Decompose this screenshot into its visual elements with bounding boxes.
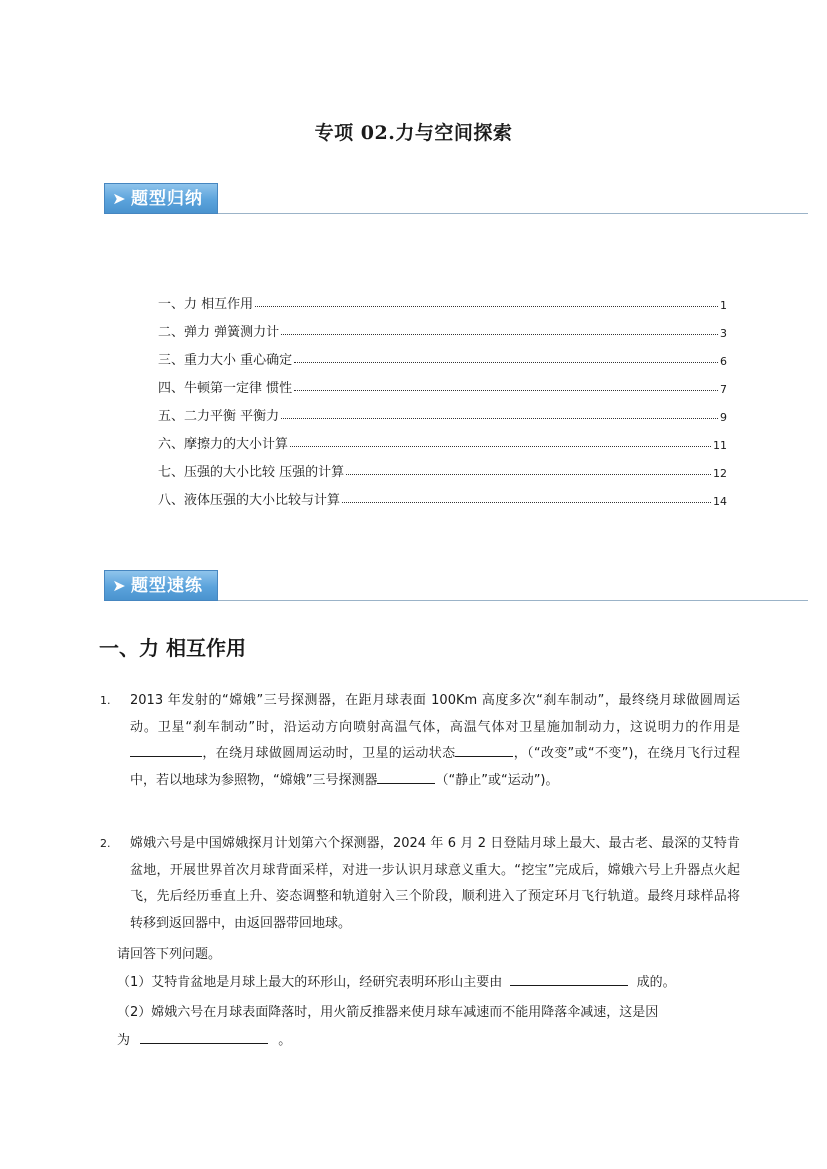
toc-item-label: 一、力 相互作用 <box>158 297 254 312</box>
toc-item-label: 六、摩擦力的大小计算 <box>158 437 289 452</box>
toc-item-label: 八、液体压强的大小比较与计算 <box>158 493 341 508</box>
sub-question-2 <box>117 1000 658 1027</box>
table-of-contents <box>158 284 727 508</box>
toc-item[interactable] <box>158 284 727 312</box>
toc-dots <box>294 389 718 391</box>
banner-box <box>104 183 218 214</box>
toc-item-page: 3 <box>720 327 727 340</box>
question-text-part: 2013 年发射的“嫦娥”三号探测器，在距月球表面 100Km 高度多次“刹车制动”，最终绕月球做圆周运动。卫星“刹车制动”时，沿运动方向喷射高温气体，高温气体对卫星施加制动力，这说明力的作用是 <box>130 693 740 735</box>
toc-item-label: 二、弹力 弹簧测力计 <box>158 325 280 340</box>
sub-question-text: 。 <box>278 1033 292 1048</box>
page-title: 专项 02.力与空间探索 <box>314 122 513 144</box>
toc-dots <box>281 417 718 419</box>
toc-item[interactable] <box>158 368 727 396</box>
section-heading: 一、力 相互作用 <box>99 636 246 660</box>
toc-dots <box>255 305 718 307</box>
question-number: 2. <box>100 837 111 850</box>
toc-dots <box>290 445 711 447</box>
toc-item-label: 五、二力平衡 平衡力 <box>158 409 280 424</box>
question-number: 1. <box>100 694 111 707</box>
question-2 <box>100 831 740 937</box>
toc-dots <box>342 501 711 503</box>
toc-item-page: 9 <box>720 411 727 424</box>
toc-dots <box>281 333 718 335</box>
answer-blank[interactable] <box>130 742 202 757</box>
banner-box <box>104 570 218 601</box>
toc-item[interactable] <box>158 480 727 508</box>
sub-question-2-cont <box>117 1028 291 1055</box>
sub-question-text: （1）艾特肯盆地是月球上最大的环形山，经研究表明环形山主要由 <box>117 975 503 990</box>
banner-rule <box>218 213 808 214</box>
banner-rule <box>218 600 808 601</box>
toc-item-label: 四、牛顿第一定律 惯性 <box>158 381 293 396</box>
banner-label: 题型速练 <box>131 576 203 596</box>
toc-item[interactable] <box>158 424 727 452</box>
arrow-icon: ➤ <box>112 576 126 595</box>
toc-dots <box>346 473 711 475</box>
toc-dots <box>294 361 718 363</box>
arrow-icon: ➤ <box>112 189 126 208</box>
answer-blank[interactable] <box>455 742 513 757</box>
toc-item-page: 6 <box>720 355 727 368</box>
toc-item-page: 11 <box>713 439 727 452</box>
question-text-part: ，在绕月球做圆周运动时，卫星的运动状态 <box>202 746 456 761</box>
sub-question-text: （2）嫦娥六号在月球表面降落时，用火箭反推器来使月球车减速而不能用降落伞减速，这是因 <box>117 1005 659 1020</box>
sub-question-text: 成的。 <box>636 975 676 990</box>
answer-blank[interactable] <box>140 1029 268 1044</box>
toc-item[interactable] <box>158 452 727 480</box>
toc-item-label: 七、压强的大小比较 压强的计算 <box>158 465 345 480</box>
answer-blank[interactable] <box>377 769 435 784</box>
toc-item-page: 14 <box>713 495 727 508</box>
toc-item-page: 7 <box>720 383 727 396</box>
question-text-part: （“静止”或“运动”)。 <box>435 772 559 788</box>
answer-blank[interactable] <box>510 971 628 986</box>
toc-item-page: 12 <box>713 467 727 480</box>
banner-label: 题型归纳 <box>131 189 203 209</box>
question-prompt: 请回答下列问题。 <box>117 947 222 962</box>
question-1 <box>100 688 740 794</box>
sub-question-text: 为 <box>117 1033 131 1048</box>
toc-item-label: 三、重力大小 重心确定 <box>158 353 293 368</box>
question-text: 嫦娥六号是中国嫦娥探月计划第六个探测器，2024 年 6 月 2 日登陆月球上最大、最古老、最深的艾特肯盆地，开展世界首次月球背面采样，对进一步认识月球意义重大。“挖宝”完成后，嫦娥六号上升器点火起飞，先后经历垂直上升、姿态调整和轨道射入三个阶段，顺利进入了预定环月飞行轨道。最终月球样品将转移到返回器中，由返回器带回地球。 <box>130 836 740 931</box>
toc-item-page: 1 <box>720 299 727 312</box>
toc-item[interactable] <box>158 340 727 368</box>
sub-question-1 <box>117 970 676 997</box>
question-text-part: ，（“改变”或“不变”)，在绕月飞行过程中，若以地球为参照物，“嫦娥”三号探测器 <box>130 746 740 788</box>
toc-item[interactable] <box>158 396 727 424</box>
question-text <box>130 688 740 794</box>
toc-item[interactable] <box>158 312 727 340</box>
